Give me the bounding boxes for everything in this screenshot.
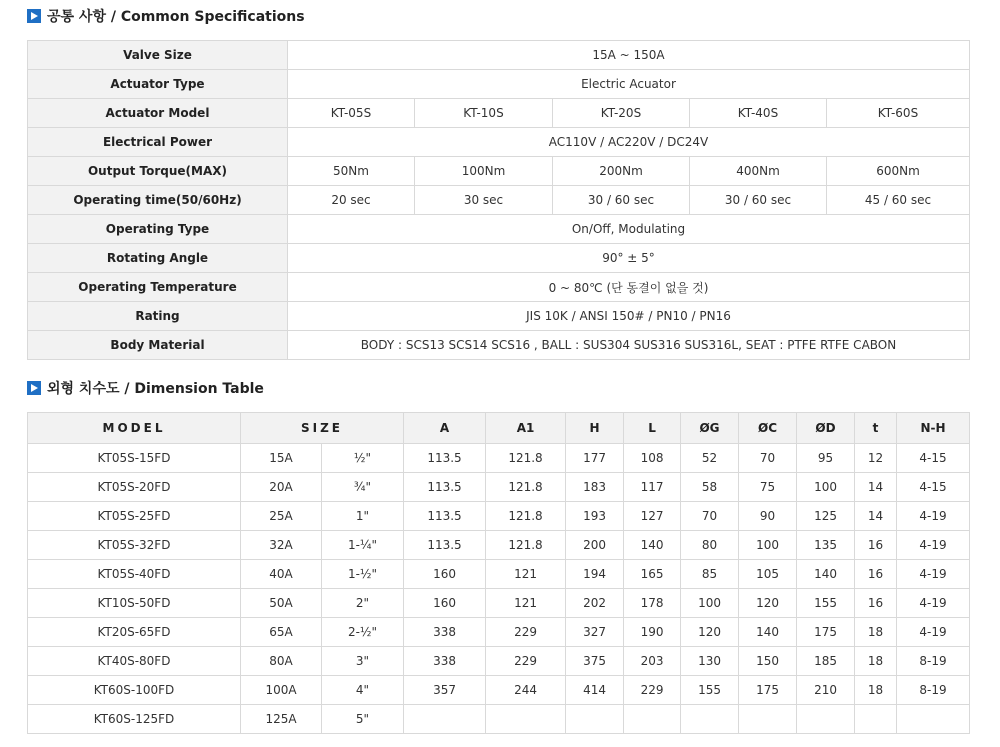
cell-a1: 121	[486, 560, 566, 589]
cell-c: 100	[739, 531, 797, 560]
spec-value: 600Nm	[827, 157, 970, 186]
cell-t: 16	[855, 560, 897, 589]
cell-a: 160	[404, 560, 486, 589]
cell-a: 113.5	[404, 502, 486, 531]
cell-model: KT05S-32FD	[28, 531, 241, 560]
cell-nh: 4-19	[897, 589, 970, 618]
cell-d: 185	[797, 647, 855, 676]
col-header-t: t	[855, 413, 897, 444]
cell-a1: 121.8	[486, 531, 566, 560]
col-header-size: SIZE	[241, 413, 404, 444]
spec-value: 100Nm	[415, 157, 553, 186]
spec-value: 15A ~ 150A	[288, 41, 970, 70]
spec-value: 30 / 60 sec	[690, 186, 827, 215]
col-header-d: ØD	[797, 413, 855, 444]
cell-model: KT20S-65FD	[28, 618, 241, 647]
cell-l: 165	[624, 560, 681, 589]
cell-a: 338	[404, 618, 486, 647]
cell-d: 135	[797, 531, 855, 560]
cell-t: 18	[855, 676, 897, 705]
table-row	[28, 647, 970, 676]
cell-size-in: 4"	[322, 676, 404, 705]
cell-a1: 121.8	[486, 502, 566, 531]
cell-model: KT05S-25FD	[28, 502, 241, 531]
cell-h: 327	[566, 618, 624, 647]
spec-label: Rating	[28, 302, 288, 331]
spec-row-body-material	[28, 331, 970, 360]
cell-a: 160	[404, 589, 486, 618]
cell-g: 130	[681, 647, 739, 676]
table-row	[28, 705, 970, 734]
cell-nh	[897, 705, 970, 734]
cell-model: KT60S-125FD	[28, 705, 241, 734]
cell-size-a: 25A	[241, 502, 322, 531]
cell-nh: 4-15	[897, 473, 970, 502]
cell-model: KT05S-15FD	[28, 444, 241, 473]
col-header-model: MODEL	[28, 413, 241, 444]
cell-h: 177	[566, 444, 624, 473]
cell-g: 58	[681, 473, 739, 502]
spec-row-operating-temperature	[28, 273, 970, 302]
cell-size-a: 15A	[241, 444, 322, 473]
table-row	[28, 531, 970, 560]
cell-model: KT05S-40FD	[28, 560, 241, 589]
cell-l: 178	[624, 589, 681, 618]
spec-label: Actuator Model	[28, 99, 288, 128]
cell-c: 105	[739, 560, 797, 589]
cell-g: 100	[681, 589, 739, 618]
table-row	[28, 676, 970, 705]
common-spec-heading	[27, 6, 305, 26]
cell-t: 14	[855, 502, 897, 531]
cell-a: 338	[404, 647, 486, 676]
cell-a	[404, 705, 486, 734]
cell-g: 155	[681, 676, 739, 705]
col-header-nh: N-H	[897, 413, 970, 444]
spec-label: Actuator Type	[28, 70, 288, 99]
spec-label: Operating Type	[28, 215, 288, 244]
cell-l: 190	[624, 618, 681, 647]
cell-c: 75	[739, 473, 797, 502]
spec-value: 0 ~ 80℃ (단 동결이 없을 것)	[288, 273, 970, 302]
cell-d: 140	[797, 560, 855, 589]
cell-size-in: 1-¼"	[322, 531, 404, 560]
cell-model: KT60S-100FD	[28, 676, 241, 705]
cell-h: 183	[566, 473, 624, 502]
cell-d	[797, 705, 855, 734]
cell-l: 140	[624, 531, 681, 560]
spec-label: Valve Size	[28, 41, 288, 70]
spec-value: AC110V / AC220V / DC24V	[288, 128, 970, 157]
cell-l: 117	[624, 473, 681, 502]
cell-d: 210	[797, 676, 855, 705]
cell-size-in: 3"	[322, 647, 404, 676]
cell-size-in: ¾"	[322, 473, 404, 502]
cell-l: 108	[624, 444, 681, 473]
cell-c: 175	[739, 676, 797, 705]
spec-row-operating-time	[28, 186, 970, 215]
cell-a1: 244	[486, 676, 566, 705]
spec-value: On/Off, Modulating	[288, 215, 970, 244]
cell-c: 90	[739, 502, 797, 531]
cell-h: 200	[566, 531, 624, 560]
cell-model: KT05S-20FD	[28, 473, 241, 502]
spec-row-output-torque	[28, 157, 970, 186]
cell-d: 175	[797, 618, 855, 647]
spec-row-actuator-model	[28, 99, 970, 128]
cell-size-a: 40A	[241, 560, 322, 589]
cell-size-in: ½"	[322, 444, 404, 473]
spec-row-actuator-type	[28, 70, 970, 99]
cell-nh: 8-19	[897, 676, 970, 705]
cell-t: 16	[855, 531, 897, 560]
cell-h: 375	[566, 647, 624, 676]
cell-l: 203	[624, 647, 681, 676]
cell-d: 155	[797, 589, 855, 618]
col-header-a1: A1	[486, 413, 566, 444]
cell-size-a: 65A	[241, 618, 322, 647]
play-arrow-icon	[27, 9, 41, 23]
cell-nh: 4-19	[897, 502, 970, 531]
cell-nh: 4-15	[897, 444, 970, 473]
spec-row-rotating-angle	[28, 244, 970, 273]
col-header-h: H	[566, 413, 624, 444]
cell-t: 12	[855, 444, 897, 473]
cell-h: 202	[566, 589, 624, 618]
spec-label: Electrical Power	[28, 128, 288, 157]
dimension-heading	[27, 378, 264, 398]
cell-size-a: 100A	[241, 676, 322, 705]
spec-label: Body Material	[28, 331, 288, 360]
cell-h: 193	[566, 502, 624, 531]
cell-c: 150	[739, 647, 797, 676]
cell-nh: 4-19	[897, 560, 970, 589]
cell-h: 194	[566, 560, 624, 589]
cell-a1: 121	[486, 589, 566, 618]
cell-g	[681, 705, 739, 734]
cell-g: 85	[681, 560, 739, 589]
cell-h: 414	[566, 676, 624, 705]
table-row	[28, 444, 970, 473]
cell-t	[855, 705, 897, 734]
spec-row-rating	[28, 302, 970, 331]
spec-value: KT-05S	[288, 99, 415, 128]
cell-g: 52	[681, 444, 739, 473]
spec-value: KT-20S	[553, 99, 690, 128]
col-header-l: L	[624, 413, 681, 444]
spec-value: JIS 10K / ANSI 150# / PN10 / PN16	[288, 302, 970, 331]
cell-size-a: 50A	[241, 589, 322, 618]
cell-a: 113.5	[404, 531, 486, 560]
cell-size-a: 125A	[241, 705, 322, 734]
cell-t: 18	[855, 618, 897, 647]
cell-size-a: 20A	[241, 473, 322, 502]
spec-value: 30 sec	[415, 186, 553, 215]
cell-a1: 229	[486, 618, 566, 647]
cell-a: 357	[404, 676, 486, 705]
spec-value: 45 / 60 sec	[827, 186, 970, 215]
spec-label: Operating time(50/60Hz)	[28, 186, 288, 215]
cell-t: 14	[855, 473, 897, 502]
spec-value: 200Nm	[553, 157, 690, 186]
cell-t: 18	[855, 647, 897, 676]
spec-value: BODY : SCS13 SCS14 SCS16 , BALL : SUS304 SUS316 SUS316L, SEAT : PTFE RTFE CABON	[288, 331, 970, 360]
spec-value: KT-60S	[827, 99, 970, 128]
common-spec-table	[27, 40, 970, 360]
cell-l	[624, 705, 681, 734]
spec-label: Output Torque(MAX)	[28, 157, 288, 186]
cell-model: KT10S-50FD	[28, 589, 241, 618]
cell-a1: 121.8	[486, 473, 566, 502]
cell-a: 113.5	[404, 473, 486, 502]
cell-nh: 8-19	[897, 647, 970, 676]
cell-t: 16	[855, 589, 897, 618]
cell-a1: 121.8	[486, 444, 566, 473]
spec-value: Electric Acuator	[288, 70, 970, 99]
cell-size-a: 32A	[241, 531, 322, 560]
cell-a: 113.5	[404, 444, 486, 473]
col-header-a: A	[404, 413, 486, 444]
spec-value: 50Nm	[288, 157, 415, 186]
cell-size-in: 5"	[322, 705, 404, 734]
spec-label: Rotating Angle	[28, 244, 288, 273]
cell-c: 140	[739, 618, 797, 647]
spec-row-operating-type	[28, 215, 970, 244]
cell-h	[566, 705, 624, 734]
spec-row-valve-size	[28, 41, 970, 70]
cell-nh: 4-19	[897, 531, 970, 560]
table-row	[28, 589, 970, 618]
cell-d: 95	[797, 444, 855, 473]
cell-size-a: 80A	[241, 647, 322, 676]
cell-l: 229	[624, 676, 681, 705]
cell-g: 120	[681, 618, 739, 647]
cell-g: 80	[681, 531, 739, 560]
spec-value: KT-40S	[690, 99, 827, 128]
cell-d: 100	[797, 473, 855, 502]
cell-d: 125	[797, 502, 855, 531]
cell-a1: 229	[486, 647, 566, 676]
table-row	[28, 473, 970, 502]
cell-size-in: 1"	[322, 502, 404, 531]
cell-model: KT40S-80FD	[28, 647, 241, 676]
cell-size-in: 2"	[322, 589, 404, 618]
spec-value: 90° ± 5°	[288, 244, 970, 273]
spec-label: Operating Temperature	[28, 273, 288, 302]
cell-a1	[486, 705, 566, 734]
cell-c: 70	[739, 444, 797, 473]
spec-row-electrical-power	[28, 128, 970, 157]
cell-c	[739, 705, 797, 734]
table-row	[28, 618, 970, 647]
table-row	[28, 502, 970, 531]
table-row	[28, 560, 970, 589]
cell-l: 127	[624, 502, 681, 531]
play-arrow-icon	[27, 381, 41, 395]
col-header-c: ØC	[739, 413, 797, 444]
spec-value: 30 / 60 sec	[553, 186, 690, 215]
spec-value: KT-10S	[415, 99, 553, 128]
cell-size-in: 2-½"	[322, 618, 404, 647]
common-spec-title: 공통 사항 / Common Specifications	[47, 9, 305, 25]
dimension-table	[27, 412, 970, 734]
dimension-title: 외형 치수도 / Dimension Table	[47, 381, 264, 397]
col-header-g: ØG	[681, 413, 739, 444]
spec-value: 400Nm	[690, 157, 827, 186]
cell-c: 120	[739, 589, 797, 618]
cell-g: 70	[681, 502, 739, 531]
dimension-header-row	[28, 413, 970, 444]
cell-size-in: 1-½"	[322, 560, 404, 589]
cell-nh: 4-19	[897, 618, 970, 647]
spec-value: 20 sec	[288, 186, 415, 215]
